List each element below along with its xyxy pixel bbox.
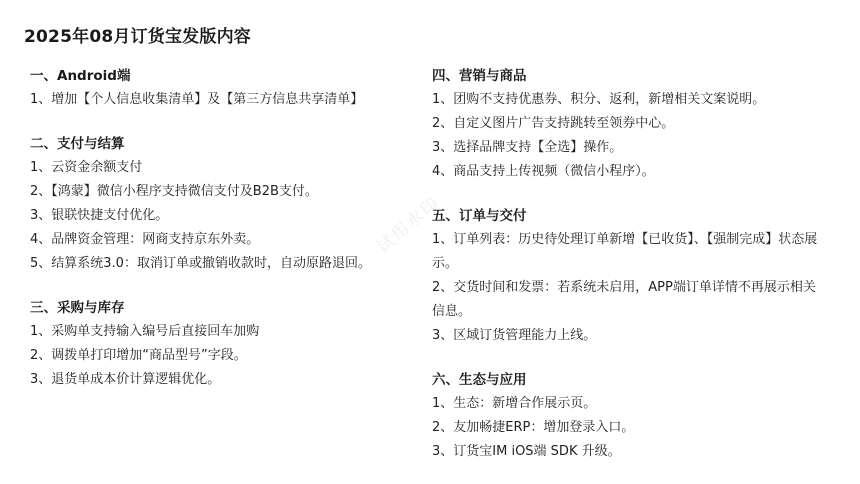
section-android bbox=[30, 64, 410, 112]
section-title: 三、采购与库存 bbox=[30, 300, 125, 316]
list-item: 4、品牌资金管理：网商支持京东外卖。 bbox=[30, 232, 260, 247]
section-marketing bbox=[432, 64, 822, 184]
section-orders bbox=[432, 204, 822, 348]
list-item: 2、调拨单打印增加“商品型号”字段。 bbox=[30, 348, 247, 363]
section-ecosystem bbox=[432, 368, 822, 464]
list-item: 3、银联快捷支付优化。 bbox=[30, 208, 169, 223]
list-item: 1、云资金余额支付 bbox=[30, 160, 143, 175]
list-item: 2、【鸿蒙】微信小程序支持微信支付及B2B支付。 bbox=[30, 184, 318, 199]
section-title: 二、支付与结算 bbox=[30, 136, 125, 152]
list-item: 3、订货宝IM iOS端 SDK 升级。 bbox=[432, 444, 621, 459]
list-item: 3、区域订货管理能力上线。 bbox=[432, 328, 597, 343]
list-item: 1、采购单支持输入编号后直接回车加购 bbox=[30, 324, 260, 339]
list-item: 5、结算系统3.0：取消订单或撤销收款时，自动原路退回。 bbox=[30, 256, 371, 271]
section-title: 六、生态与应用 bbox=[432, 372, 527, 388]
list-item: 2、友加畅捷ERP：增加登录入口。 bbox=[432, 420, 635, 435]
list-item: 3、退货单成本价计算逻辑优化。 bbox=[30, 372, 221, 387]
left-column bbox=[30, 64, 410, 412]
right-column bbox=[432, 64, 822, 484]
list-item: 1、订单列表：历史待处理订单新增【已收货】、【强制完成】状态展示。 bbox=[432, 232, 818, 271]
section-title: 一、Android端 bbox=[30, 68, 131, 84]
list-item: 1、团购不支持优惠券、积分、返利，新增相关文案说明。 bbox=[432, 92, 766, 107]
section-purchase bbox=[30, 296, 410, 392]
section-title: 五、订单与交付 bbox=[432, 208, 527, 224]
list-item: 4、商品支持上传视频（微信小程序）。 bbox=[432, 164, 655, 179]
watermark: 试用水印 bbox=[373, 192, 445, 258]
section-title: 四、营销与商品 bbox=[432, 68, 527, 84]
list-item: 3、选择品牌支持【全选】操作。 bbox=[432, 140, 623, 155]
page-title: 2025年08月订货宝发版内容 bbox=[24, 27, 251, 47]
section-payment bbox=[30, 132, 410, 276]
list-item: 2、自定义图片广告支持跳转至领券中心。 bbox=[432, 116, 675, 131]
list-item: 1、生态：新增合作展示页。 bbox=[432, 396, 597, 411]
list-item: 1、增加【个人信息收集清单】及【第三方信息共享清单】 bbox=[30, 92, 364, 107]
list-item: 2、交货时间和发票：若系统未启用，APP端订单详情不再展示相关信息。 bbox=[432, 280, 816, 319]
